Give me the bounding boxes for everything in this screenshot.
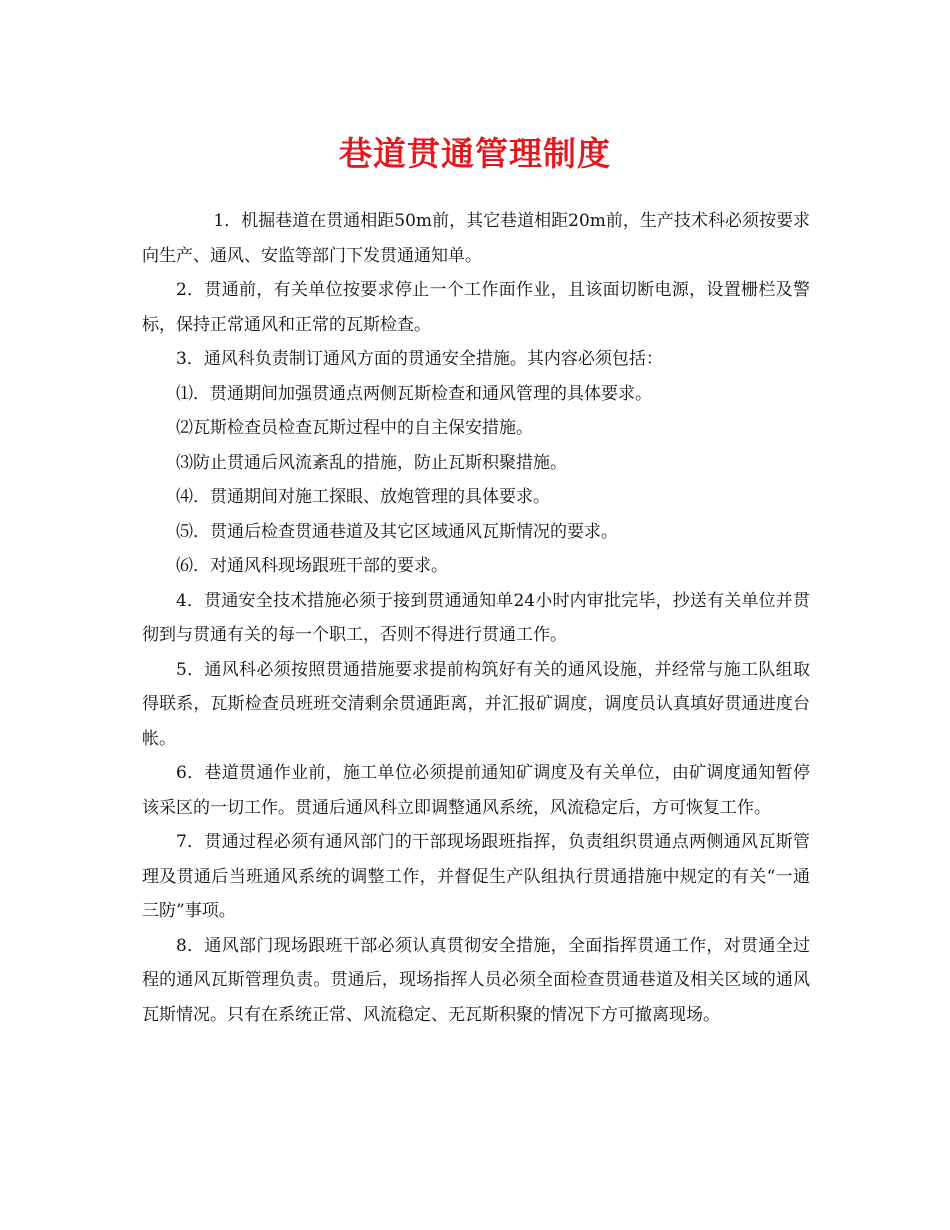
sub-item-3: ⑶防止贯通后风流紊乱的措施，防止瓦斯积聚措施。 — [176, 452, 567, 473]
sub-item-1: ⑴．贯通期间加强贯通点两侧瓦斯检查和通风管理的具体要求。 — [176, 383, 652, 404]
paragraph-1: 1．机掘巷道在贯通相距50m前，其它巷道相距20m前，生产技术科必须按要求向生产、通风、安监等部门下发贯通通知单。 — [142, 211, 810, 266]
sub-item-4: ⑷．贯通期间对施工探眼、放炮管理的具体要求。 — [176, 487, 550, 507]
paragraph-3: 3．通风科负责制订通风方面的贯通安全措施。其内容必须包括： — [176, 349, 663, 369]
sub-item-6: ⑹．对通风科现场跟班干部的要求。 — [176, 556, 448, 576]
paragraph-6: 6．巷道贯通作业前，施工单位必须提前通知矿调度及有关单位，由矿调度通知暂停该采区的一切工作。贯通后通风科立即调整通风系统，风流稳定后，方可恢复工作。 — [142, 763, 810, 818]
page-title: 巷道贯通管理制度 — [339, 134, 611, 173]
sub-item-2: ⑵瓦斯检查员检查瓦斯过程中的自主保安措施。 — [176, 418, 533, 438]
paragraph-2: 2．贯通前，有关单位按要求停止一个工作面作业，且该面切断电源，设置栅栏及警标，保持正常通风和正常的瓦斯检查。 — [142, 280, 810, 335]
paragraph-7: 7．贯通过程必须有通风部门的干部现场跟班指挥，负责组织贯通点两侧通风瓦斯管理及贯通后当班通风系统的调整工作，并督促生产队组执行贯通措施中规定的有关“一通三防”事项。 — [142, 832, 810, 921]
paragraph-8: 8．通风部门现场跟班干部必须认真贯彻安全措施，全面指挥贯通工作，对贯通全过程的通风瓦斯管理负责。贯通后，现场指挥人员必须全面检查贯通巷道及相关区域的通风瓦斯情况。只有在系统正常、风流稳定、无瓦斯积聚的情况下方可撤离现场。 — [142, 935, 810, 1025]
paragraph-5: 5．通风科必须按照贯通措施要求提前构筑好有关的通风设施，并经常与施工队组取得联系，瓦斯检查员班班交清剩余贯通距离，并汇报矿调度，调度员认真填好贯通进度台帐。 — [142, 659, 810, 749]
document-body — [142, 204, 810, 1032]
sub-item-5: ⑸．贯通后检查贯通巷道及其它区域通风瓦斯情况的要求。 — [176, 521, 618, 542]
paragraph-4: 4．贯通安全技术措施必须于接到贯通通知单24小时内审批完毕，抄送有关单位并贯彻到与贯通有关的每一个职工，否则不得进行贯通工作。 — [142, 590, 810, 645]
